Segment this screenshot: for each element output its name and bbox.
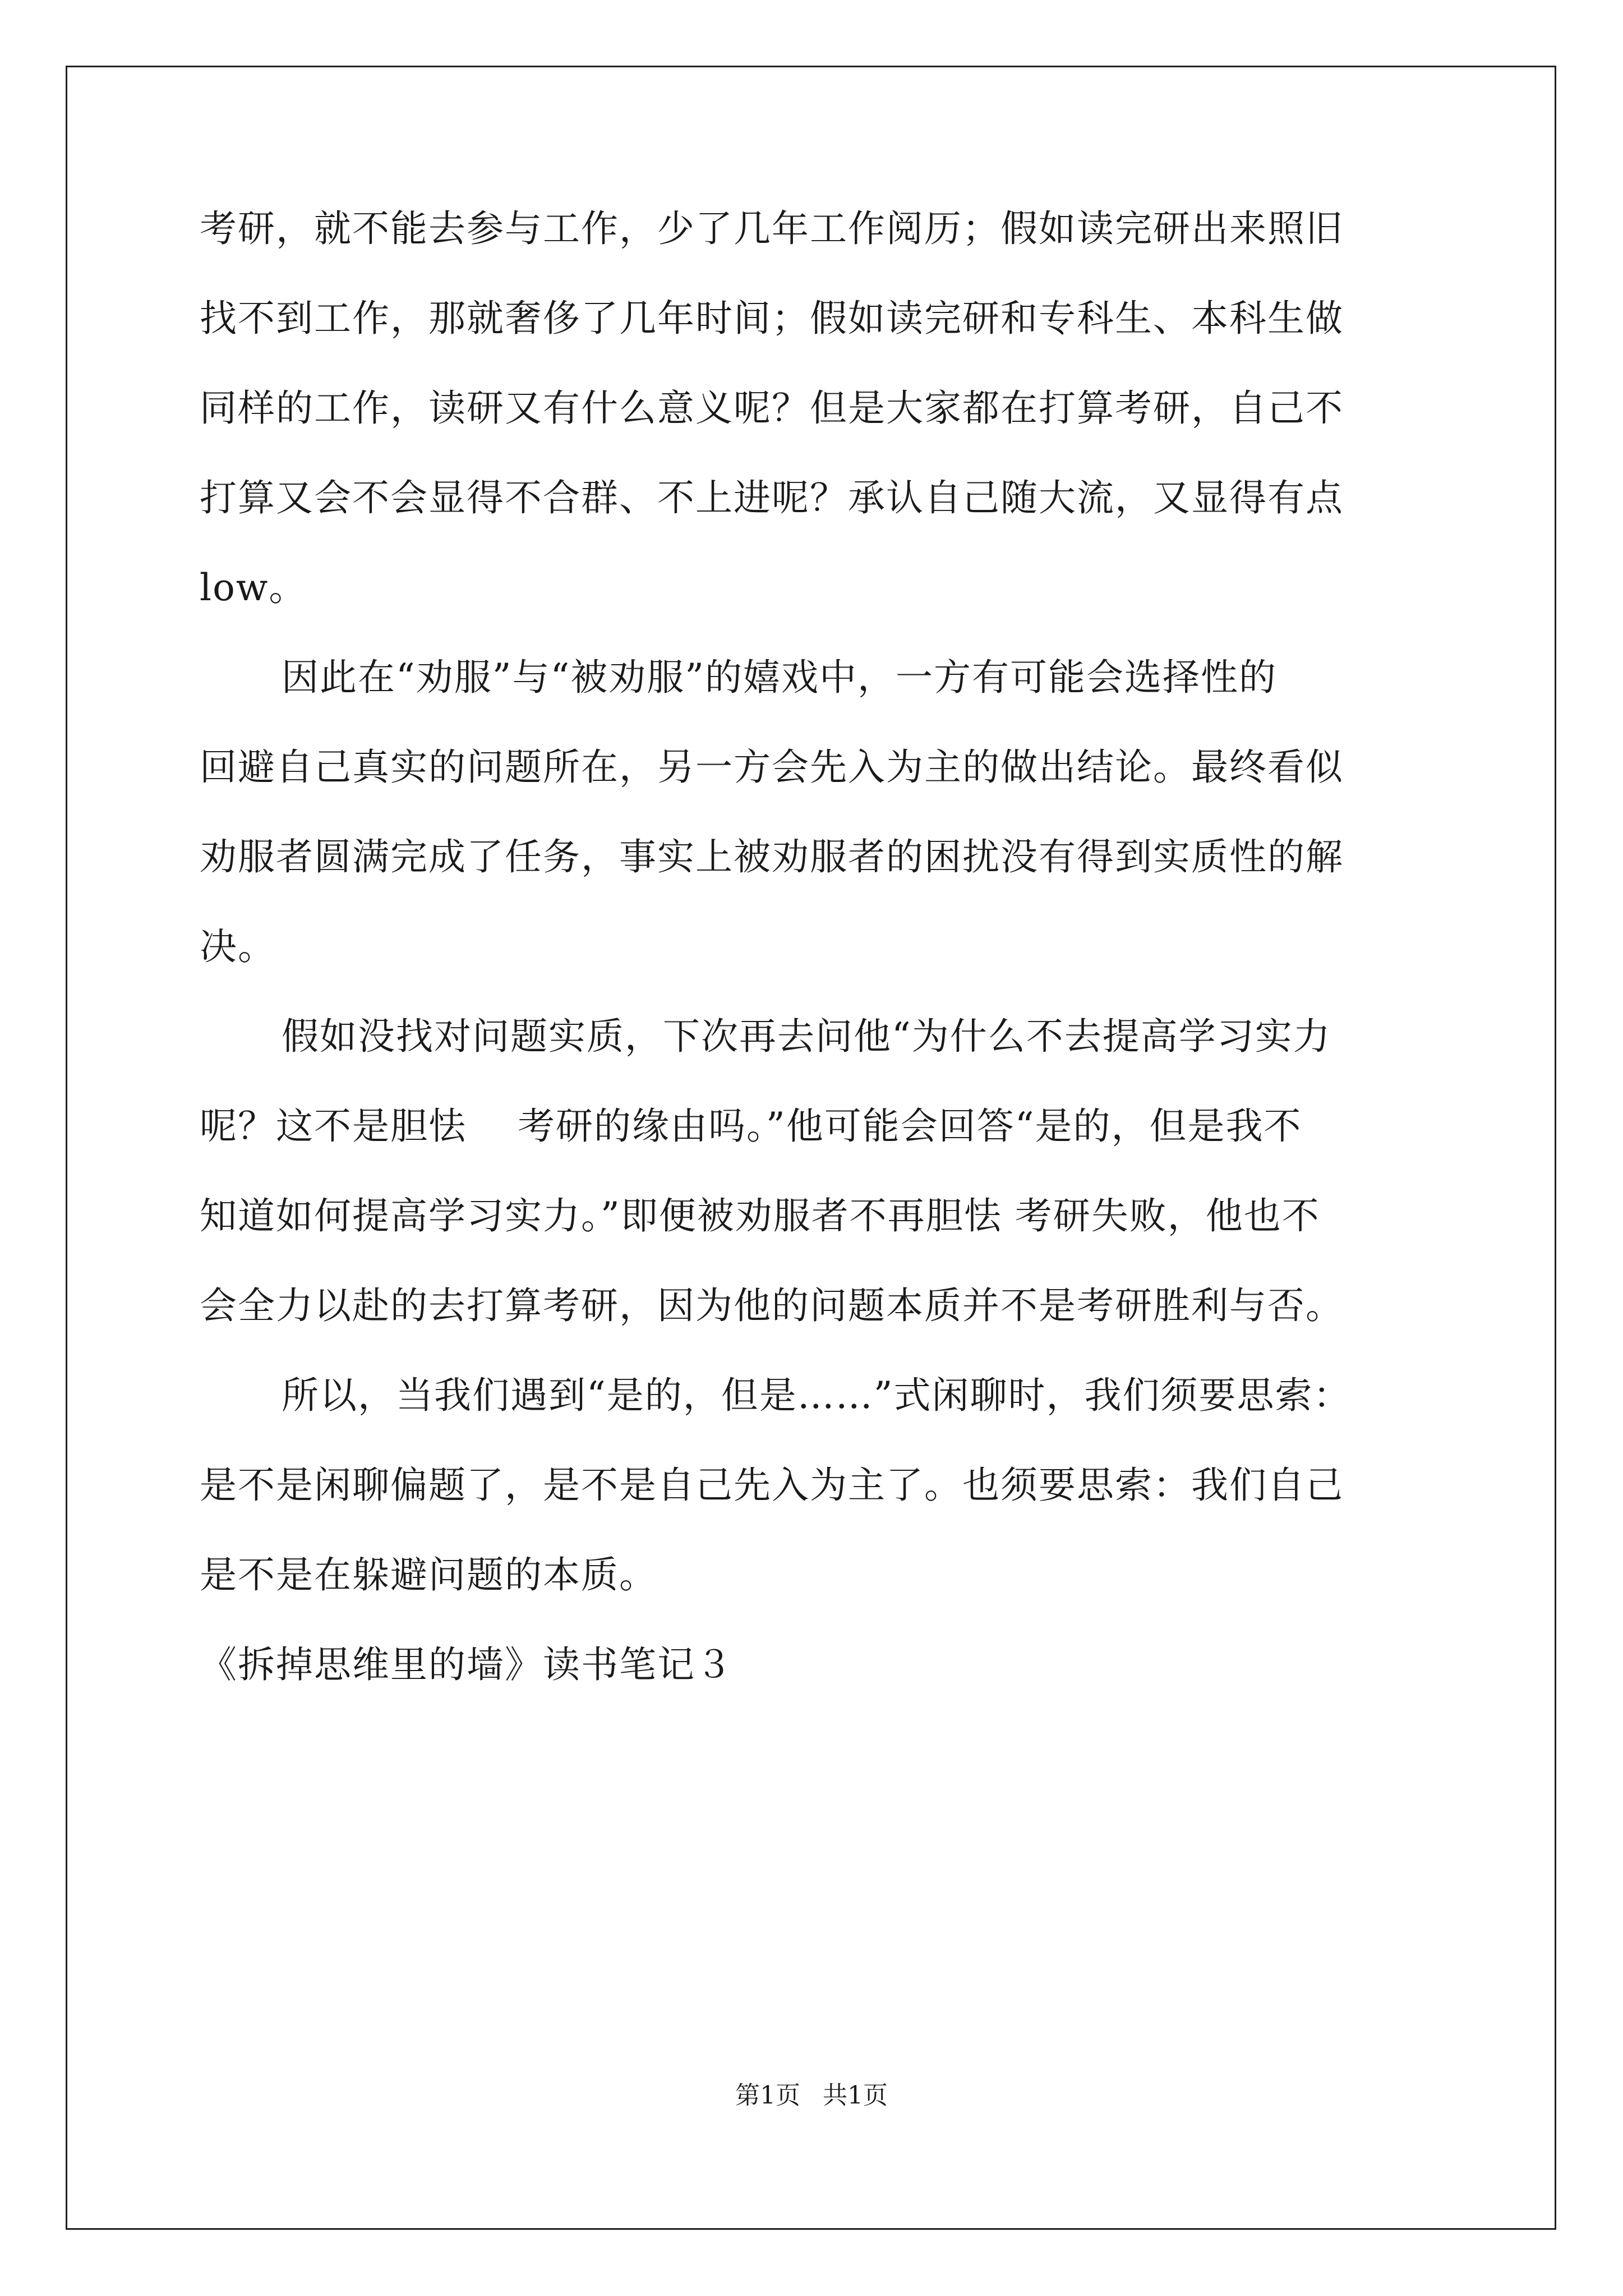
body-line-5: low。 <box>200 566 307 609</box>
body-line-9: 决。 <box>200 925 276 968</box>
body-line-13: 会全力以赴的去打算考研，因为他的问题本质并不是考研胜利与否。 <box>200 1284 1344 1327</box>
body-line-14: 所以，当我们遇到“是的，但是……”式闲聊时，我们须要思索： <box>282 1374 1352 1417</box>
body-line-2: 找不到工作，那就奢侈了几年时间；假如读完研和专科生、本科生做 <box>200 297 1344 340</box>
body-line-6: 因此在“劝服”与“被劝服”的嬉戏中，一方有可能会选择性的 <box>282 656 1277 699</box>
body-line-4: 打算又会不会显得不合群、不上进呢？承认自己随大流，又显得有点 <box>200 476 1344 519</box>
page-total: 共1页 <box>823 2081 888 2110</box>
body-line-7: 回避自己真实的问题所在，另一方会先入为主的做出结论。最终看似 <box>200 746 1344 789</box>
body-line-1: 考研，就不能去参与工作，少了几年工作阅历；假如读完研出来照旧 <box>200 207 1344 250</box>
body-line-8: 劝服者圆满完成了任务，事实上被劝服者的困扰没有得到实质性的解 <box>200 835 1344 878</box>
body-line-3: 同样的工作，读研又有什么意义呢？但是大家都在打算考研，自己不 <box>200 386 1344 430</box>
page-number: 第1页 <box>735 2081 800 2110</box>
page-footer <box>0 2080 1623 2111</box>
body-line-11: 呢？这不是胆怯 考研的缘由吗。”他可能会回答“是的，但是我不 <box>200 1105 1302 1148</box>
section-heading: 《拆掉思维里的墙》读书笔记３ <box>200 1643 734 1686</box>
body-line-10: 假如没找对问题实质，下次再去问他“为什么不去提高学习实力 <box>282 1015 1331 1058</box>
body-line-16: 是不是在躲避问题的本质。 <box>200 1553 657 1596</box>
body-line-12: 知道如何提高学习实力。”即便被劝服者不再胆怯 考研失败，他也不 <box>200 1194 1320 1237</box>
body-line-15: 是不是闲聊偏题了，是不是自己先入为主了。也须要思索：我们自己 <box>200 1464 1344 1507</box>
